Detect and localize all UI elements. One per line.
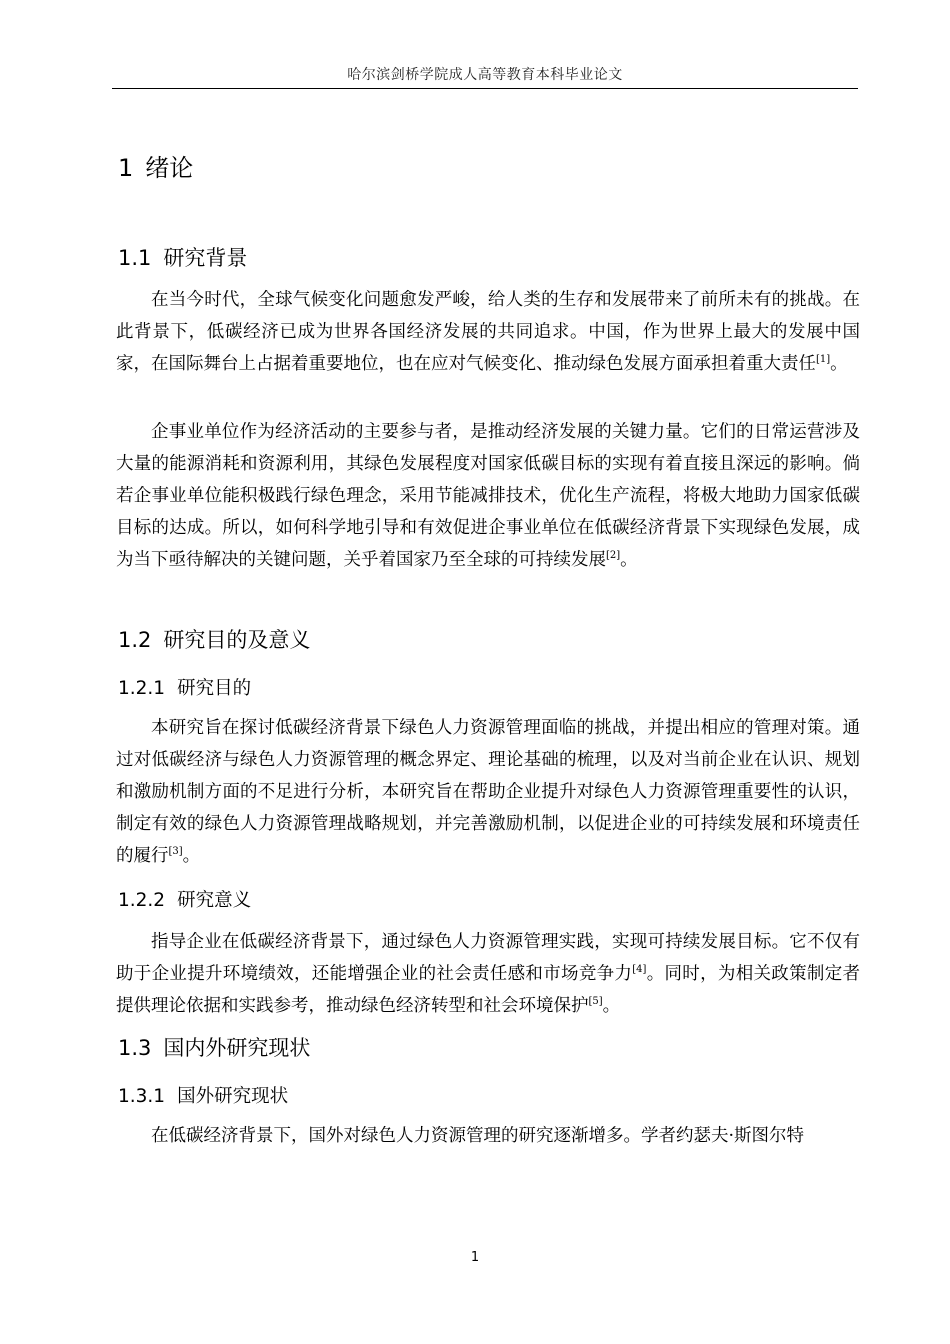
citation-ref: [4] <box>632 964 647 975</box>
subsection-heading-1-2-2 <box>118 886 251 912</box>
subsection-number: 1.2.2 <box>118 890 166 911</box>
paragraph-end: 。 <box>830 354 848 374</box>
section-heading-1-1 <box>118 242 247 272</box>
header-divider <box>112 88 858 89</box>
citation-ref: [1] <box>816 354 831 365</box>
paragraph-text: 企事业单位作为经济活动的主要参与者，是推动经济发展的关键力量。它们的日常运营涉及大量的能源消耗和资源利用，其绿色发展程度对国家低碳目标的实现有着直接且深远的影响。倘若企事业单位能积极践行绿色理念，采用节能减排技术，优化生产流程，将极大地助力国家低碳目标的达成。所以，如何科学地引导和有效促进企事业单位在低碳经济背景下实现绿色发展，成为当下亟待解决的关键问题，关乎着国家乃至全球的可持续发展 <box>116 422 860 570</box>
subsection-title: 研究意义 <box>177 890 252 911</box>
paragraph-end: 。 <box>602 996 621 1016</box>
citation-ref: [5] <box>588 996 603 1007</box>
paragraph-purpose <box>116 712 860 872</box>
subsection-title: 国外研究现状 <box>177 1086 289 1107</box>
paragraph-end: 。 <box>182 846 201 866</box>
chapter-heading <box>118 148 193 183</box>
subsection-number: 1.3.1 <box>118 1086 166 1107</box>
page-header: 哈尔滨剑桥学院成人高等教育本科毕业论文 <box>347 67 623 83</box>
paragraph-text: 。同时，为相关政策制定者提供理论依据和实践参考，推动绿色经济转型和社会环境保护 <box>116 964 860 1016</box>
page-number: 1 <box>470 1250 480 1265</box>
paragraph-text: 在低碳经济背景下，国外对绿色人力资源管理的研究逐渐增多。学者约瑟夫·斯图尔特 <box>151 1126 805 1146</box>
paragraph-background-2 <box>116 416 860 576</box>
section-number: 1.3 <box>118 1036 152 1060</box>
paragraph-significance <box>116 926 860 1022</box>
citation-ref: [3] <box>168 846 183 857</box>
subsection-number: 1.2.1 <box>118 678 166 699</box>
section-heading-1-3 <box>118 1032 310 1062</box>
chapter-title: 绪论 <box>145 154 194 182</box>
section-number: 1.2 <box>118 628 152 652</box>
section-title: 研究目的及意义 <box>163 628 311 652</box>
paragraph-text: 指导企业在低碳经济背景下，通过绿色人力资源管理实践，实现可持续发展目标。它不仅有助于企业提升环境绩效，还能增强企业的社会责任感和市场竞争力 <box>116 932 860 984</box>
subsection-heading-1-2-1 <box>118 674 251 700</box>
subsection-heading-1-3-1 <box>118 1082 288 1108</box>
paragraph-text: 本研究旨在探讨低碳经济背景下绿色人力资源管理面临的挑战，并提出相应的管理对策。通过对低碳经济与绿色人力资源管理的概念界定、理论基础的梳理，以及对当前企业在认识、规划和激励机制方面的不足进行分析，本研究旨在帮助企业提升对绿色人力资源管理重要性的认识，制定有效的绿色人力资源管理战略规划，并完善激励机制，以促进企业的可持续发展和环境责任的履行 <box>116 718 860 866</box>
paragraph-text: 在当今时代，全球气候变化问题愈发严峻，给人类的生存和发展带来了前所未有的挑战。在此背景下，低碳经济已成为世界各国经济发展的共同追求。中国，作为世界上最大的发展中国家，在国际舞台上占据着重要地位，也在应对气候变化、推动绿色发展方面承担着重大责任 <box>116 290 860 374</box>
paragraph-foreign-research <box>116 1120 860 1152</box>
paragraph-end: 。 <box>620 550 638 570</box>
citation-ref: [2] <box>606 550 621 561</box>
chapter-number: 1 <box>118 154 134 182</box>
section-heading-1-2 <box>118 624 310 654</box>
paragraph-background-1 <box>116 284 860 380</box>
subsection-title: 研究目的 <box>177 678 252 699</box>
section-title: 研究背景 <box>163 246 248 270</box>
section-number: 1.1 <box>118 246 152 270</box>
section-title: 国内外研究现状 <box>163 1036 311 1060</box>
